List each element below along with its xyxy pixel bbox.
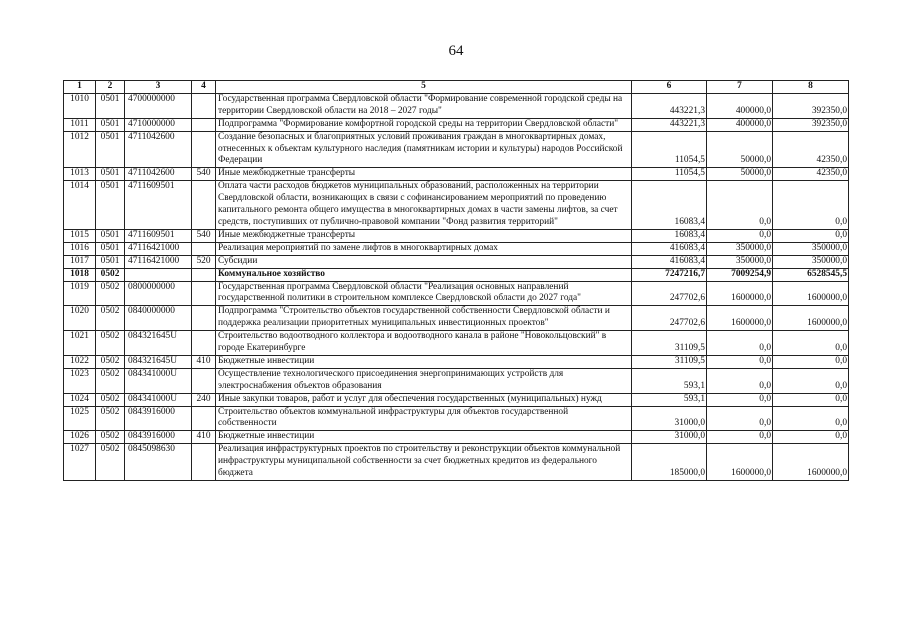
expense-type-code bbox=[192, 368, 216, 393]
amount-col-7: 1600000,0 bbox=[707, 444, 773, 481]
header-cell: 3 bbox=[125, 81, 192, 94]
table-row bbox=[64, 368, 849, 393]
header-cell: 4 bbox=[192, 81, 216, 94]
table-row bbox=[64, 229, 849, 242]
target-item-code: 4710000000 bbox=[125, 118, 192, 131]
amount-col-8: 392350,0 bbox=[773, 93, 849, 118]
amount-col-8: 392350,0 bbox=[773, 118, 849, 131]
row-number: 1014 bbox=[64, 181, 96, 230]
table-row bbox=[64, 281, 849, 306]
expense-type-code bbox=[192, 331, 216, 356]
target-item-code: 4700000000 bbox=[125, 93, 192, 118]
table-row bbox=[64, 406, 849, 431]
target-item-code: 084321645U bbox=[125, 355, 192, 368]
budget-table bbox=[63, 80, 849, 481]
amount-col-7: 0,0 bbox=[707, 393, 773, 406]
item-name: Субсидии bbox=[216, 255, 632, 268]
table-row bbox=[64, 168, 849, 181]
row-number: 1011 bbox=[64, 118, 96, 131]
target-item-code: 4711609501 bbox=[125, 181, 192, 230]
amount-col-7: 400000,0 bbox=[707, 93, 773, 118]
amount-col-7: 7009254,9 bbox=[707, 268, 773, 281]
row-number: 1024 bbox=[64, 393, 96, 406]
target-item-code: 0843916000 bbox=[125, 431, 192, 444]
amount-col-8: 1600000,0 bbox=[773, 281, 849, 306]
target-item-code: 4711609501 bbox=[125, 229, 192, 242]
expense-type-code bbox=[192, 181, 216, 230]
target-item-code: 0843916000 bbox=[125, 406, 192, 431]
amount-col-6: 7247216,7 bbox=[632, 268, 707, 281]
amount-col-8: 1600000,0 bbox=[773, 306, 849, 331]
amount-col-8: 0,0 bbox=[773, 355, 849, 368]
amount-col-7: 350000,0 bbox=[707, 242, 773, 255]
amount-col-8: 1600000,0 bbox=[773, 444, 849, 481]
expense-type-code bbox=[192, 131, 216, 168]
table-row bbox=[64, 131, 849, 168]
target-item-code: 0840000000 bbox=[125, 306, 192, 331]
amount-col-7: 0,0 bbox=[707, 368, 773, 393]
table-row bbox=[64, 444, 849, 481]
table-row bbox=[64, 431, 849, 444]
row-number: 1013 bbox=[64, 168, 96, 181]
expense-type-code bbox=[192, 118, 216, 131]
section-code: 0501 bbox=[96, 131, 125, 168]
item-name: Подпрограмма "Формирование комфортной городской среды на территории Свердловской области" bbox=[216, 118, 632, 131]
amount-col-7: 1600000,0 bbox=[707, 281, 773, 306]
amount-col-8: 350000,0 bbox=[773, 242, 849, 255]
amount-col-7: 350000,0 bbox=[707, 255, 773, 268]
table-row bbox=[64, 242, 849, 255]
target-item-code: 0845098630 bbox=[125, 444, 192, 481]
section-code: 0502 bbox=[96, 306, 125, 331]
row-number: 1023 bbox=[64, 368, 96, 393]
amount-col-7: 0,0 bbox=[707, 181, 773, 230]
table-row bbox=[64, 393, 849, 406]
expense-type-code bbox=[192, 444, 216, 481]
amount-col-7: 0,0 bbox=[707, 229, 773, 242]
item-name: Осуществление технологического присоединения энергопринимающих устройств для электроснабжения объектов образования bbox=[216, 368, 632, 393]
amount-col-6: 31109,5 bbox=[632, 331, 707, 356]
table-row bbox=[64, 255, 849, 268]
header-cell: 8 bbox=[773, 81, 849, 94]
amount-col-8: 0,0 bbox=[773, 406, 849, 431]
expense-type-code bbox=[192, 406, 216, 431]
item-name: Бюджетные инвестиции bbox=[216, 355, 632, 368]
amount-col-8: 42350,0 bbox=[773, 131, 849, 168]
row-number: 1016 bbox=[64, 242, 96, 255]
amount-col-8: 0,0 bbox=[773, 229, 849, 242]
amount-col-7: 0,0 bbox=[707, 431, 773, 444]
row-number: 1018 bbox=[64, 268, 96, 281]
amount-col-8: 6528545,5 bbox=[773, 268, 849, 281]
row-number: 1015 bbox=[64, 229, 96, 242]
table-row bbox=[64, 118, 849, 131]
expense-type-code bbox=[192, 306, 216, 331]
item-name: Государственная программа Свердловской области "Формирование современной городской среды на территории Свердловской области на 2018 – 2027 годы" bbox=[216, 93, 632, 118]
section-code: 0501 bbox=[96, 181, 125, 230]
expense-type-code: 410 bbox=[192, 431, 216, 444]
header-cell: 2 bbox=[96, 81, 125, 94]
section-code: 0502 bbox=[96, 355, 125, 368]
amount-col-7: 50000,0 bbox=[707, 168, 773, 181]
target-item-code: 084341000U bbox=[125, 368, 192, 393]
section-code: 0502 bbox=[96, 406, 125, 431]
expense-type-code: 410 bbox=[192, 355, 216, 368]
amount-col-6: 247702,6 bbox=[632, 281, 707, 306]
expense-type-code: 520 bbox=[192, 255, 216, 268]
item-name: Государственная программа Свердловской области "Реализация основных направлений государственной политики в строительном комплексе Свердловской области до 2027 года" bbox=[216, 281, 632, 306]
target-item-code: 0800000000 bbox=[125, 281, 192, 306]
amount-col-7: 0,0 bbox=[707, 406, 773, 431]
target-item-code: 47116421000 bbox=[125, 242, 192, 255]
row-number: 1017 bbox=[64, 255, 96, 268]
amount-col-7: 50000,0 bbox=[707, 131, 773, 168]
header-cell: 6 bbox=[632, 81, 707, 94]
section-code: 0501 bbox=[96, 242, 125, 255]
expense-type-code: 540 bbox=[192, 168, 216, 181]
amount-col-6: 31109,5 bbox=[632, 355, 707, 368]
item-name: Оплата части расходов бюджетов муниципальных образований, расположенных на территории Свердловской области, возникающих в связи с софинансированием мероприятий по проведению капитального ремонта общего имущества в многоквартирных домах в части замены лифтов, за счет средств, поступивших от публично-правовой компании "Фонд развития территорий" bbox=[216, 181, 632, 230]
item-name: Иные закупки товаров, работ и услуг для обеспечения государственных (муниципальных) нужд bbox=[216, 393, 632, 406]
table-row bbox=[64, 93, 849, 118]
item-name: Создание безопасных и благоприятных условий проживания граждан в многоквартирных домах, отнесенных к объектам культурного наследия (памятникам истории и культуры) народов Российской Федерации bbox=[216, 131, 632, 168]
item-name: Реализация инфраструктурных проектов по строительству и реконструкции объектов коммунальной инфраструктуры муниципальной собственности за счет бюджетных кредитов из федерального бюджета bbox=[216, 444, 632, 481]
amount-col-8: 0,0 bbox=[773, 368, 849, 393]
row-number: 1012 bbox=[64, 131, 96, 168]
item-name: Иные межбюджетные трансферты bbox=[216, 229, 632, 242]
target-item-code bbox=[125, 268, 192, 281]
table-row bbox=[64, 268, 849, 281]
table-row bbox=[64, 306, 849, 331]
header-cell: 5 bbox=[216, 81, 632, 94]
amount-col-6: 416083,4 bbox=[632, 255, 707, 268]
item-name: Бюджетные инвестиции bbox=[216, 431, 632, 444]
row-number: 1022 bbox=[64, 355, 96, 368]
amount-col-6: 247702,6 bbox=[632, 306, 707, 331]
amount-col-6: 31000,0 bbox=[632, 406, 707, 431]
amount-col-7: 0,0 bbox=[707, 355, 773, 368]
item-name: Реализация мероприятий по замене лифтов в многоквартирных домах bbox=[216, 242, 632, 255]
amount-col-6: 593,1 bbox=[632, 368, 707, 393]
amount-col-6: 185000,0 bbox=[632, 444, 707, 481]
table-row bbox=[64, 355, 849, 368]
table-row bbox=[64, 331, 849, 356]
row-number: 1010 bbox=[64, 93, 96, 118]
expense-type-code bbox=[192, 242, 216, 255]
amount-col-6: 443221,3 bbox=[632, 118, 707, 131]
amount-col-7: 400000,0 bbox=[707, 118, 773, 131]
amount-col-8: 0,0 bbox=[773, 393, 849, 406]
amount-col-8: 42350,0 bbox=[773, 168, 849, 181]
section-code: 0502 bbox=[96, 331, 125, 356]
row-number: 1021 bbox=[64, 331, 96, 356]
section-code: 0502 bbox=[96, 268, 125, 281]
target-item-code: 4711042600 bbox=[125, 168, 192, 181]
expense-type-code bbox=[192, 93, 216, 118]
amount-col-6: 31000,0 bbox=[632, 431, 707, 444]
row-number: 1026 bbox=[64, 431, 96, 444]
amount-col-8: 0,0 bbox=[773, 181, 849, 230]
amount-col-6: 11054,5 bbox=[632, 168, 707, 181]
expense-type-code: 240 bbox=[192, 393, 216, 406]
item-name: Иные межбюджетные трансферты bbox=[216, 168, 632, 181]
target-item-code: 47116421000 bbox=[125, 255, 192, 268]
amount-col-6: 416083,4 bbox=[632, 242, 707, 255]
page-number: 64 bbox=[448, 43, 464, 59]
header-cell: 7 bbox=[707, 81, 773, 94]
section-code: 0502 bbox=[96, 393, 125, 406]
table-row bbox=[64, 181, 849, 230]
amount-col-7: 1600000,0 bbox=[707, 306, 773, 331]
section-code: 0502 bbox=[96, 368, 125, 393]
header-cell: 1 bbox=[64, 81, 96, 94]
section-code: 0501 bbox=[96, 93, 125, 118]
item-name: Подпрограмма "Строительство объектов государственной собственности Свердловской области и поддержка реализации приоритетных муниципальных инвестиционных проектов" bbox=[216, 306, 632, 331]
row-number: 1027 bbox=[64, 444, 96, 481]
amount-col-6: 593,1 bbox=[632, 393, 707, 406]
amount-col-6: 443221,3 bbox=[632, 93, 707, 118]
section-code: 0501 bbox=[96, 229, 125, 242]
target-item-code: 084321645U bbox=[125, 331, 192, 356]
amount-col-8: 0,0 bbox=[773, 331, 849, 356]
row-number: 1025 bbox=[64, 406, 96, 431]
expense-type-code bbox=[192, 281, 216, 306]
header-row bbox=[64, 81, 849, 94]
amount-col-7: 0,0 bbox=[707, 331, 773, 356]
section-code: 0502 bbox=[96, 281, 125, 306]
section-code: 0502 bbox=[96, 444, 125, 481]
target-item-code: 4711042600 bbox=[125, 131, 192, 168]
item-name: Строительство объектов коммунальной инфраструктуры для объектов государственной собственности bbox=[216, 406, 632, 431]
target-item-code: 084341000U bbox=[125, 393, 192, 406]
section-code: 0502 bbox=[96, 431, 125, 444]
section-code: 0501 bbox=[96, 168, 125, 181]
amount-col-8: 0,0 bbox=[773, 431, 849, 444]
expense-type-code: 540 bbox=[192, 229, 216, 242]
row-number: 1019 bbox=[64, 281, 96, 306]
amount-col-8: 350000,0 bbox=[773, 255, 849, 268]
section-code: 0501 bbox=[96, 118, 125, 131]
item-name: Коммунальное хозяйство bbox=[216, 268, 632, 281]
amount-col-6: 16083,4 bbox=[632, 181, 707, 230]
row-number: 1020 bbox=[64, 306, 96, 331]
expense-type-code bbox=[192, 268, 216, 281]
amount-col-6: 11054,5 bbox=[632, 131, 707, 168]
amount-col-6: 16083,4 bbox=[632, 229, 707, 242]
item-name: Строительство водоотводного коллектора и водоотводного канала в районе "Новокольцовский" в городе Екатеринбурге bbox=[216, 331, 632, 356]
section-code: 0501 bbox=[96, 255, 125, 268]
